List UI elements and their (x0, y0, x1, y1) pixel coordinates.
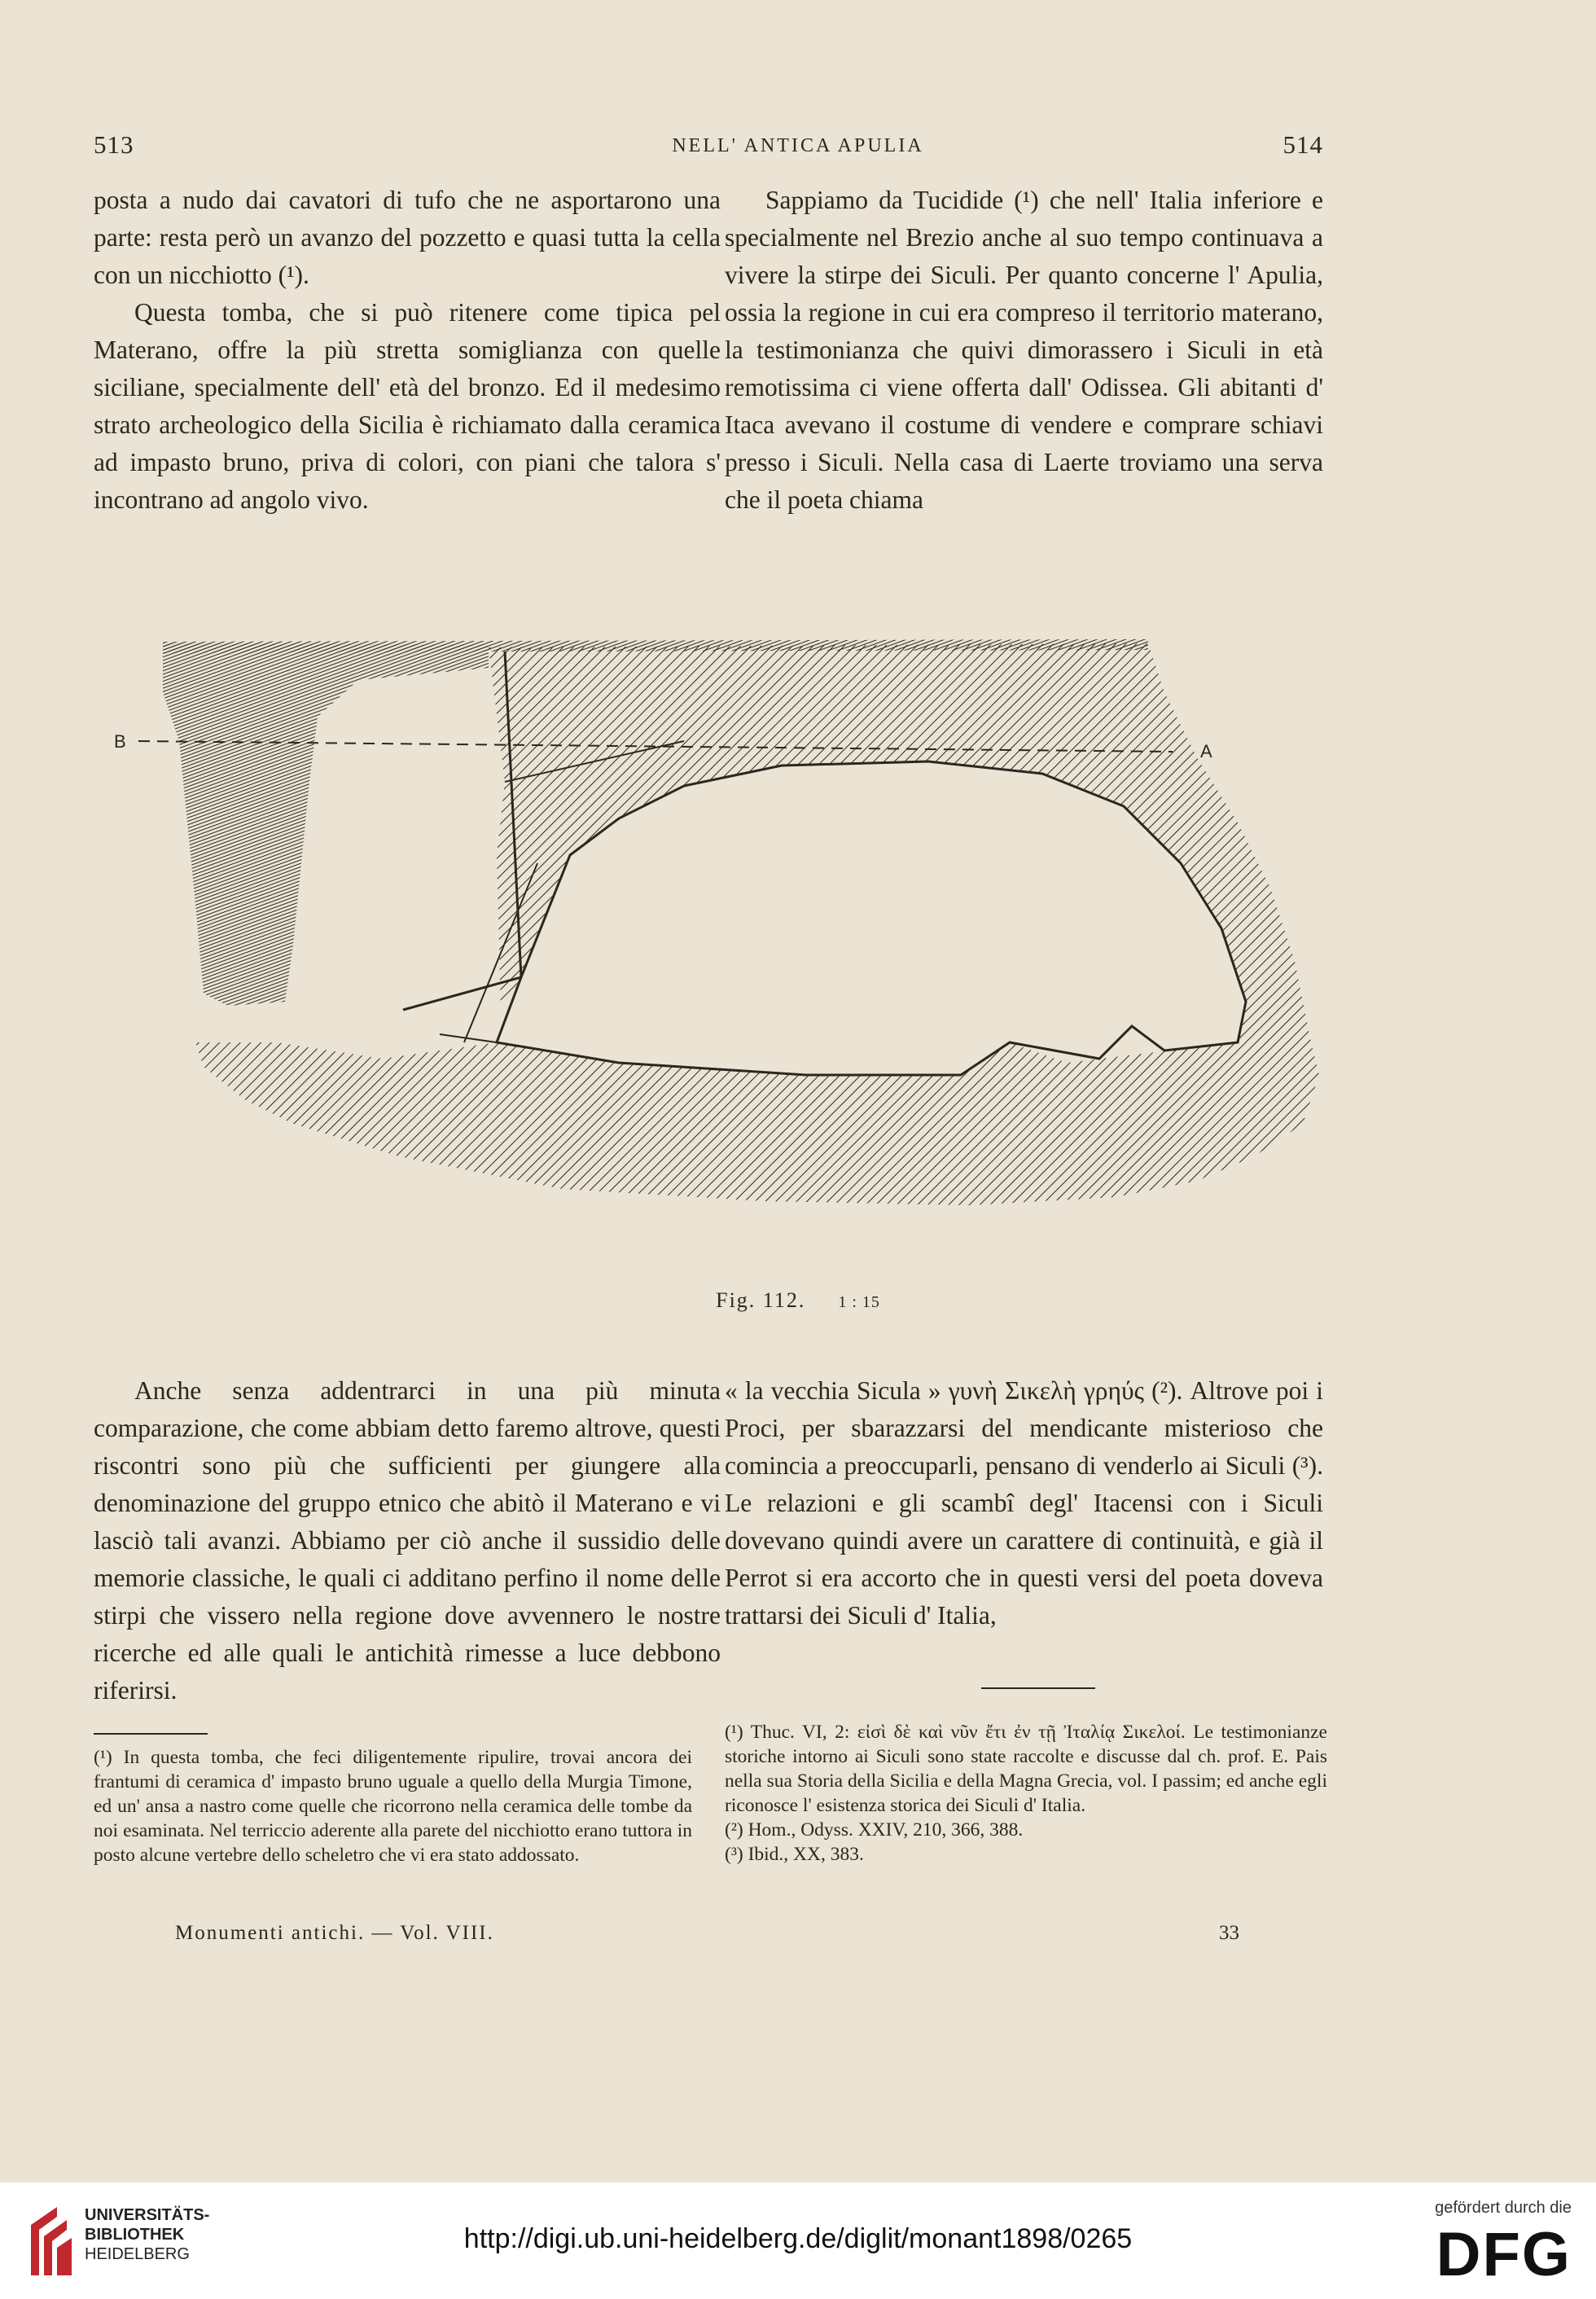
tomb-section-drawing (114, 619, 1335, 1270)
volume-footline: Monumenti antichi. — Vol. VIII. (175, 1922, 494, 1944)
paragraph: Questa tomba, che si può ritenere come tipica pel Materano, offre la più stretta somiglianza con quelle siciliane, specialmente dell' età del bronzo. Ed il medesimo strato archeologico della Sicilia è richiamato dalla ceramica ad impasto bruno, priva di colori, con piani che talora s' incontrano ad angolo vivo. (94, 298, 721, 514)
footnote: (³) Ibid., XX, 383. (725, 1844, 864, 1865)
label-a: A (1200, 741, 1212, 761)
left-wall-dense (163, 643, 489, 1006)
footnote-rule-right (981, 1687, 1095, 1689)
column-left-bottom (94, 1372, 721, 1709)
page-number-right: 514 (1282, 130, 1323, 159)
label-b: B (114, 731, 126, 752)
paragraph: « la vecchia Sicula » γυνὴ Σικελὴ γρηύς (²). Altrove poi i Proci, per sbarazzarsi del mendicante misterioso che comincia a preoccuparli, pensano di venderlo ai Siculi (³). Le relazioni e gli scambî degl' Itacensi con i Siculi dovevano quindi avere un carattere di continuità, e già il Perrot si era accorto che in questi versi del poeta doveva trattarsi dei Siculi d' Italia, (725, 1376, 1323, 1630)
column-right-bottom (725, 1372, 1323, 1634)
dfg-logo: DFG (1436, 2220, 1572, 2289)
column-left-top (94, 182, 721, 519)
paragraph: Anche senza addentrarci in una più minuta comparazione, che come abbiam detto faremo altrove, questi riscontri sono più che sufficienti per giungere alla denominazione del gruppo etnico che abitò il Materano e vi lasciò tali avanzi. Abbiamo per ciò anche il sussidio delle memorie classiche, le quali ci additano perfino il nome delle stirpi che vissero nella regione dove avvennero le nostre ricerche ed alle quali le antichità rimesse a luce debbono riferirsi. (94, 1376, 721, 1705)
library-name-line: HEIDELBERG (85, 2245, 190, 2263)
footnote: (¹) Thuc. VI, 2: εἰσὶ δὲ καὶ νῦν ἔτι ἐν τῇ Ἰταλίᾳ Σικελοί. Le testimonianze storiche intorno ai Siculi sono state raccolte e discusse dal ch. prof. E. Pais nella sua Storia della Sicilia e della Magna Grecia, vol. I passim; ed anche egli riconosce l' esistenza storica dei Siculi d' Italia. (725, 1722, 1327, 1816)
tomb-plan-figure (114, 619, 1335, 1270)
footnotes-left (94, 1745, 692, 1867)
signature-number: 33 (1219, 1922, 1239, 1944)
footnote-rule-left (94, 1733, 208, 1735)
footnote: (¹) In questa tomba, che feci diligentemente ripulire, trovai ancora dei frantumi di ceramica d' impasto bruno uguale a quello della Murgia Timone, ed un' ansa a nastro come quelle che ricorrono nella ceramica delle tombe da noi esaminata. Nel terriccio aderente alla parete del nicchiotto erano tuttora in posto alcune vertebre dello scheletro che vi era stato addossato. (94, 1747, 692, 1866)
column-right-top (725, 182, 1323, 519)
figure-number: Fig. 112. (716, 1288, 806, 1312)
library-name-line: BIBLIOTHEK (85, 2226, 185, 2244)
paragraph: posta a nudo dai cavatori di tufo che ne asportarono una parte: resta però un avanzo del pozzetto e quasi tutta la cella con un nicchiotto (¹). (94, 186, 721, 289)
figure-scale: 1 : 15 (838, 1293, 880, 1311)
running-title: NELL' ANTICA APULIA (672, 135, 924, 156)
figure-caption (0, 1288, 1596, 1313)
footnotes-right (725, 1720, 1327, 1867)
paragraph: Sappiamo da Tucidide (¹) che nell' Italia inferiore e specialmente nel Brezio anche al suo tempo continuava a vivere la stirpe dei Siculi. Per quanto concerne l' Apulia, ossia la regione in cui era compreso il territorio materano, la testimonianza che quivi dimorassero i Siculi in età remotissima ci viene offerta dall' Odissea. Gli abitanti d' Itaca avevano il costume di vendere e comprare schiavi presso i Siculi. Nella casa di Laerte troviamo una serva che il poeta chiama (725, 186, 1323, 514)
funding-label: gefördert durch die (1435, 2199, 1572, 2217)
permalink-url[interactable]: http://digi.ub.uni-heidelberg.de/diglit/monant1898/0265 (463, 2223, 1133, 2254)
page-number-left: 513 (94, 130, 134, 159)
library-name-line: UNIVERSITÄTS- (85, 2206, 210, 2224)
shaft-line (440, 1034, 497, 1042)
footnote: (²) Hom., Odyss. XXIV, 210, 366, 388. (725, 1819, 1024, 1841)
digitization-footer (0, 2183, 1596, 2299)
